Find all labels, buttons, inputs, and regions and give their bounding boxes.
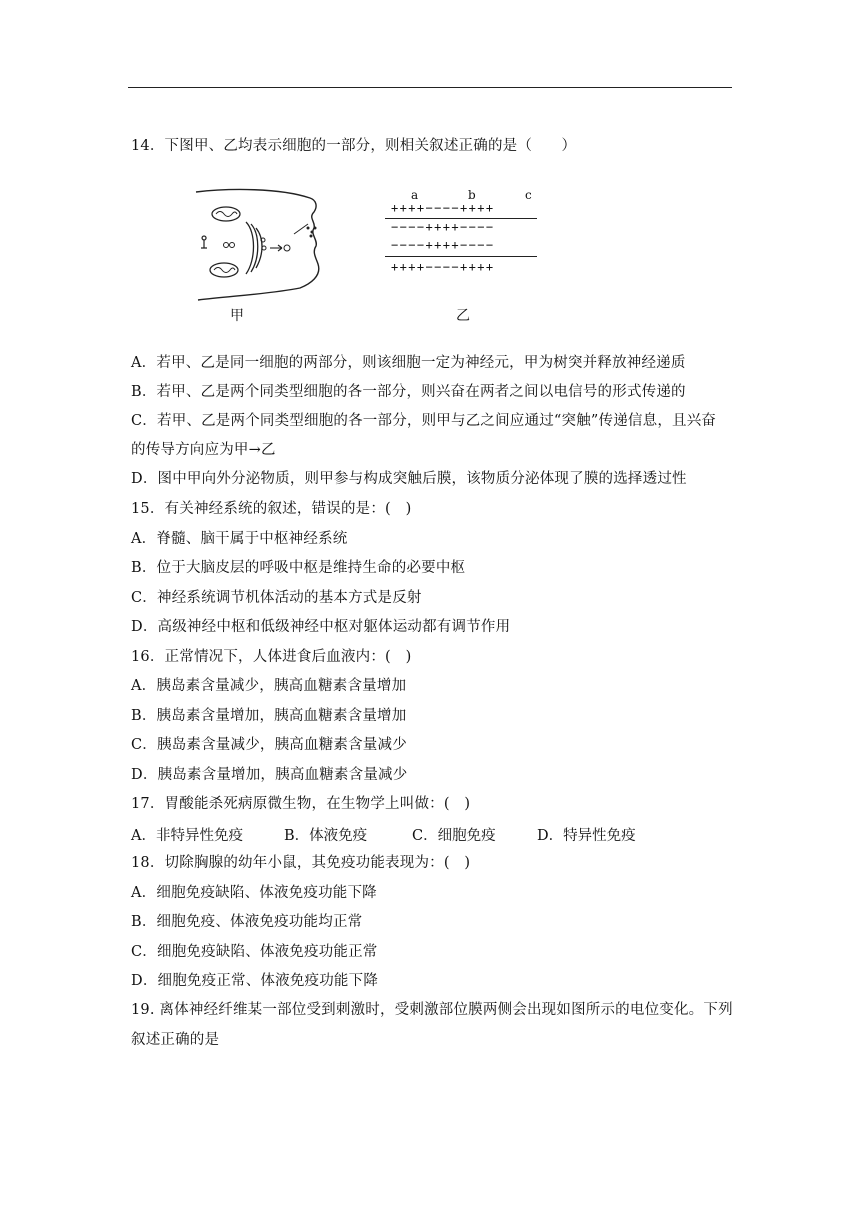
q17-option-c: C．细胞免疫 [412, 828, 496, 844]
q16-option-d: D．胰岛素含量增加，胰高血糖素含量减少 [131, 767, 408, 783]
membrane-line-top [385, 218, 537, 219]
q16-option-c: C．胰岛素含量减少，胰高血糖素含量减少 [131, 737, 407, 753]
q19-stem: 19. 离体神经纤维某一部位受到刺激时，受刺激部位膜两侧会出现如图所示的电位变化。下列叙述正确的是 [131, 1002, 733, 1048]
q15-option-d: D．高级神经中枢和低级神经中枢对躯体运动都有调节作用 [131, 619, 511, 635]
q15-option-a: A．脊髓、脑干属于中枢神经系统 [131, 531, 348, 547]
q16-option-b: B．胰岛素含量增加，胰高血糖素含量增加 [131, 708, 407, 724]
point-c: c [525, 188, 532, 202]
potential-row-2: −−−−++++−−−− [391, 220, 495, 234]
q18-stem: 18．切除胸腺的幼年小鼠，其免疫功能表现为：( ) [131, 855, 471, 871]
q14-figures [190, 180, 550, 330]
q18-option-a: A．细胞免疫缺陷、体液免疫功能下降 [131, 885, 377, 901]
q17-option-d: D．特异性免疫 [537, 828, 636, 844]
q15-option-c: C．神经系统调节机体活动的基本方式是反射 [131, 590, 422, 606]
q15-stem: 15．有关神经系统的叙述，错误的是：( ) [131, 501, 412, 517]
figure-yi-label: 乙 [456, 308, 470, 324]
header-rule [128, 87, 732, 88]
q14-option-d: D．图中甲向外分泌物质，则甲参与构成突触后膜，该物质分泌体现了膜的选择透过性 [131, 471, 687, 487]
q17-option-a: A．非特异性免疫 [131, 828, 243, 844]
q14-option-c: C．若甲、乙是两个同类型细胞的各一部分，则甲与乙之间应通过“突触”传递信息，且兴奋 [131, 413, 717, 429]
potential-row-3: −−−−++++−−−− [391, 238, 495, 252]
q16-option-a: A．胰岛素含量减少，胰高血糖素含量增加 [131, 678, 407, 694]
q15-option-b: B．位于大脑皮层的呼吸中枢是维持生命的必要中枢 [131, 560, 466, 576]
figure-jia-label: 甲 [230, 308, 244, 324]
q18-option-d: D．细胞免疫正常、体液免疫功能下降 [131, 973, 379, 989]
q18-option-c: C．细胞免疫缺陷、体液免疫功能正常 [131, 944, 378, 960]
q17-options [131, 824, 733, 844]
figure-yi [385, 180, 555, 290]
potential-row-1: ++++−−−−++++ [391, 201, 495, 215]
point-a: a [411, 188, 419, 202]
q17-stem: 17．胃酸能杀死病原微生物，在生物学上叫做：( ) [131, 796, 471, 812]
q16-stem: 16．正常情况下，人体进食后血液内：( ) [131, 649, 412, 665]
q14-stem: 14．下图甲、乙均表示细胞的一部分，则相关叙述正确的是（ ） [131, 138, 577, 154]
membrane-line-bottom [385, 256, 537, 257]
figure-jia [190, 184, 330, 304]
potential-row-4: ++++−−−−++++ [391, 260, 495, 274]
q14-option-a: A．若甲、乙是同一细胞的两部分，则该细胞一定为神经元，甲为树突并释放神经递质 [131, 355, 686, 371]
q18-option-b: B．细胞免疫、体液免疫功能均正常 [131, 914, 363, 930]
q14-option-c-cont: 的传导方向应为甲→乙 [131, 442, 276, 458]
q17-option-b: B．体液免疫 [284, 828, 368, 844]
point-b: b [468, 188, 476, 202]
q14-option-b: B．若甲、乙是两个同类型细胞的各一部分，则兴奋在两者之间以电信号的形式传递的 [131, 384, 686, 400]
